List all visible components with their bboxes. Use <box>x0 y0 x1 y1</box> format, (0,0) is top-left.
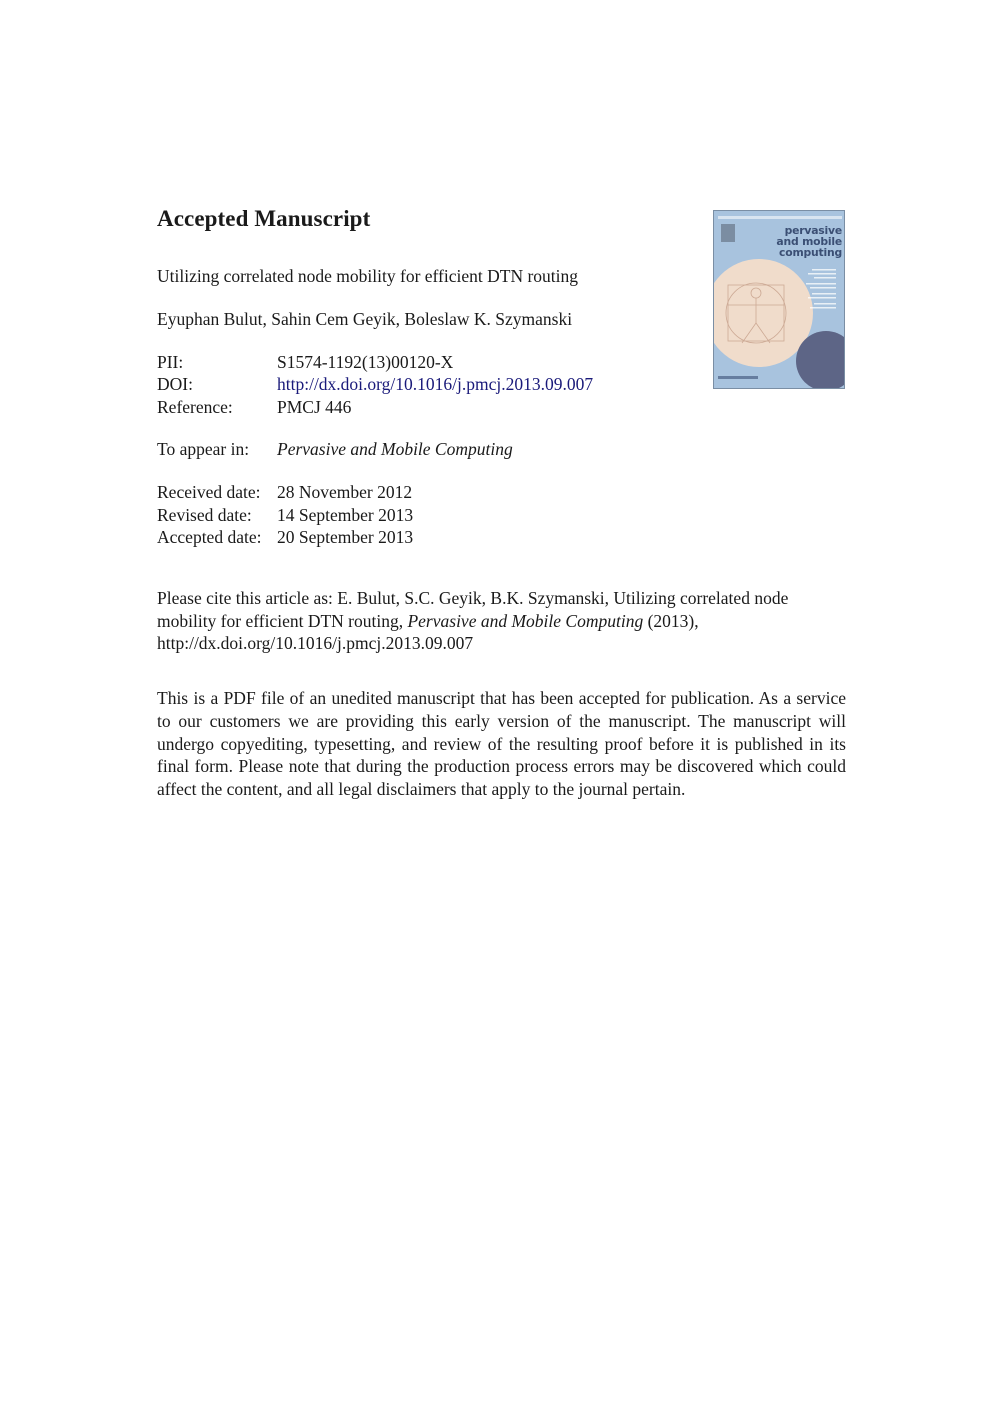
appear-label: To appear in: <box>157 439 250 459</box>
cover-footer-strip <box>718 376 758 379</box>
cover-title-line-3: computing <box>779 246 842 259</box>
publisher-logo-icon <box>721 224 735 242</box>
received-date-value: 28 November 2012 <box>277 482 413 502</box>
doi-label: DOI: <box>157 374 193 394</box>
citation-paragraph <box>157 587 846 655</box>
article-authors: Eyuphan Bulut, Sahin Cem Geyik, Boleslaw K. Szymanski <box>157 309 573 329</box>
accepted-date-value: 20 September 2013 <box>277 527 414 547</box>
manuscript-notice: This is a PDF file of an unedited manuscript that has been accepted for publication. As a service to our customers we are providing this early version of the manuscript. The manuscript will undergo copyediting, typesetting, and review of the resulting proof before it is published in its final form. Please note that during the production process errors may be discovered which could affect the content, and all legal disclaimers that apply to the journal pertain. <box>157 688 846 800</box>
article-title: Utilizing correlated node mobility for efficient DTN routing <box>157 266 579 286</box>
cover-title <box>754 225 842 258</box>
journal-cover-image <box>713 210 845 389</box>
pii-label: PII: <box>157 352 184 372</box>
received-date-label: Received date: <box>157 482 261 502</box>
reference-label: Reference: <box>157 397 233 417</box>
cover-title-line-2: and mobile <box>776 235 842 248</box>
revised-date-label: Revised date: <box>157 505 252 525</box>
accepted-date-label: Accepted date: <box>157 527 262 547</box>
revised-date-value: 14 September 2013 <box>277 505 414 525</box>
citation-journal: Pervasive and Mobile Computing <box>407 610 644 631</box>
citation-prefix: Please cite this article as: E. Bulut, S.C. Geyik, B.K. Szymanski, Utilizing correlated node mobility for efficient DTN routing, <box>157 588 789 631</box>
citation-suffix: (2013), http://dx.doi.org/10.1016/j.pmcj.2013.09.007 <box>157 610 699 654</box>
cover-title-line-1: pervasive <box>784 224 842 237</box>
cover-top-strip <box>718 216 842 219</box>
journal-name: Pervasive and Mobile Computing <box>277 439 513 459</box>
doi-link[interactable]: http://dx.doi.org/10.1016/j.pmcj.2013.09.007 <box>277 374 594 394</box>
reference-value: PMCJ 446 <box>277 397 352 417</box>
page-title: Accepted Manuscript <box>157 206 371 231</box>
pii-value: S1574-1192(13)00120-X <box>277 352 454 372</box>
